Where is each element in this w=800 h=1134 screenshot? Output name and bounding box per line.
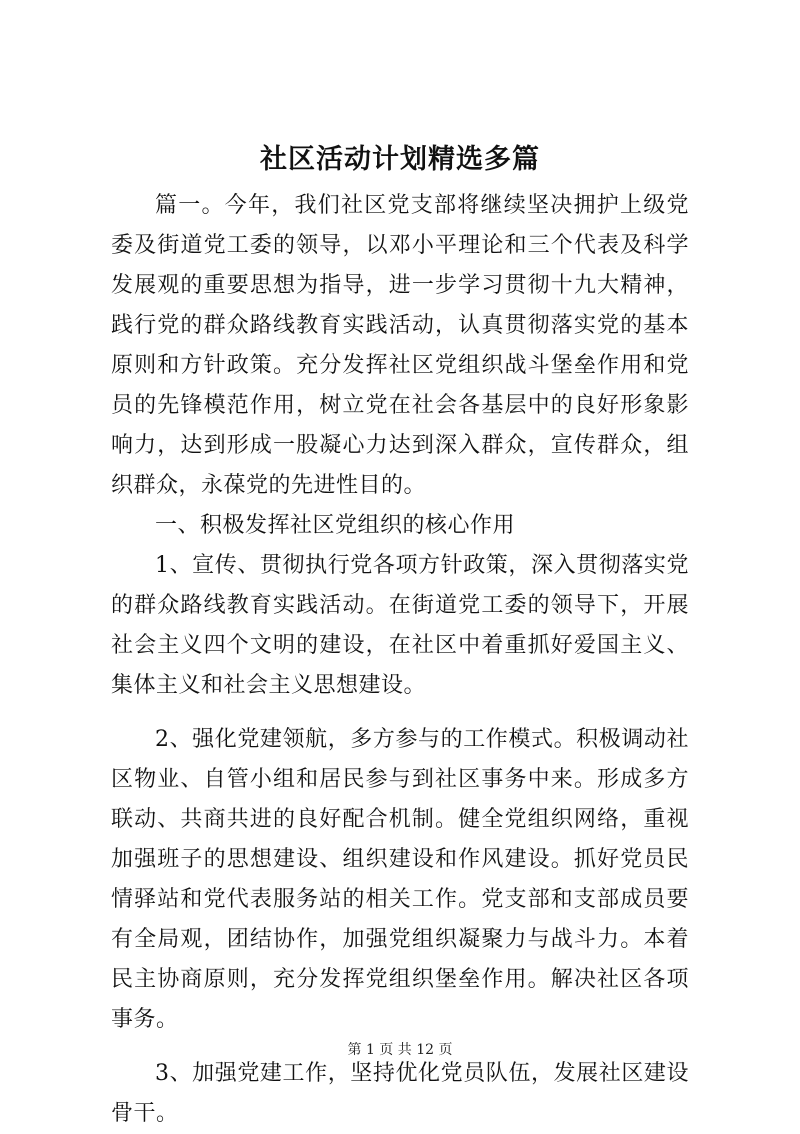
paragraph-intro: 篇一。今年，我们社区党支部将继续坚决拥护上级党委及街道党工委的领导，以邓小平理论和三个代表及科学发展观的重要思想为指导，进一步学习贯彻十九大精神，践行党的群众路线教育实践活动，认真贯彻落实党的基本原则和方针政策。充分发挥社区党组织战斗堡垒作用和党员的先锋模范作用，树立党在社会各基层中的良好形象影响力，达到形成一股凝心力达到深入群众，宣传群众，组织群众，永葆党的先进性目的。 — [111, 193, 689, 498]
page-footer: 第 1 页 共 12 页 — [347, 1042, 453, 1058]
paragraph-item-2: 2、强化党建领航，多方参与的工作模式。积极调动社区物业、自管小组和居民参与到社区事务中来。形成多方联动、共商共进的良好配合机制。健全党组织网络，重视加强班子的思想建设、组织建设和作风建设。抓好党员民情驿站和党代表服务站的相关工作。党支部和支部成员要有全局观，团结协作，加强党组织凝聚力与战斗力。本着民主协商原则，充分发挥党组织堡垒作用。解决社区各项事务。 — [111, 727, 689, 1032]
section-heading: 一、积极发挥社区党组织的核心作用 — [155, 513, 516, 538]
document-title: 社区活动计划精选多篇 — [260, 144, 540, 175]
document-body — [111, 186, 689, 1134]
paragraph-item-1: 1、宣传、贯彻执行党各项方针政策，深入贯彻落实党的群众路线教育实践活动。在街道党工委的领导下，开展社会主义四个文明的建设，在社区中着重抓好爱国主义、集体主义和社会主义思想建设。 — [111, 553, 689, 698]
paragraph-item-3: 3、加强党建工作，坚持优化党员队伍，发展社区建设骨干。 — [111, 1061, 689, 1126]
